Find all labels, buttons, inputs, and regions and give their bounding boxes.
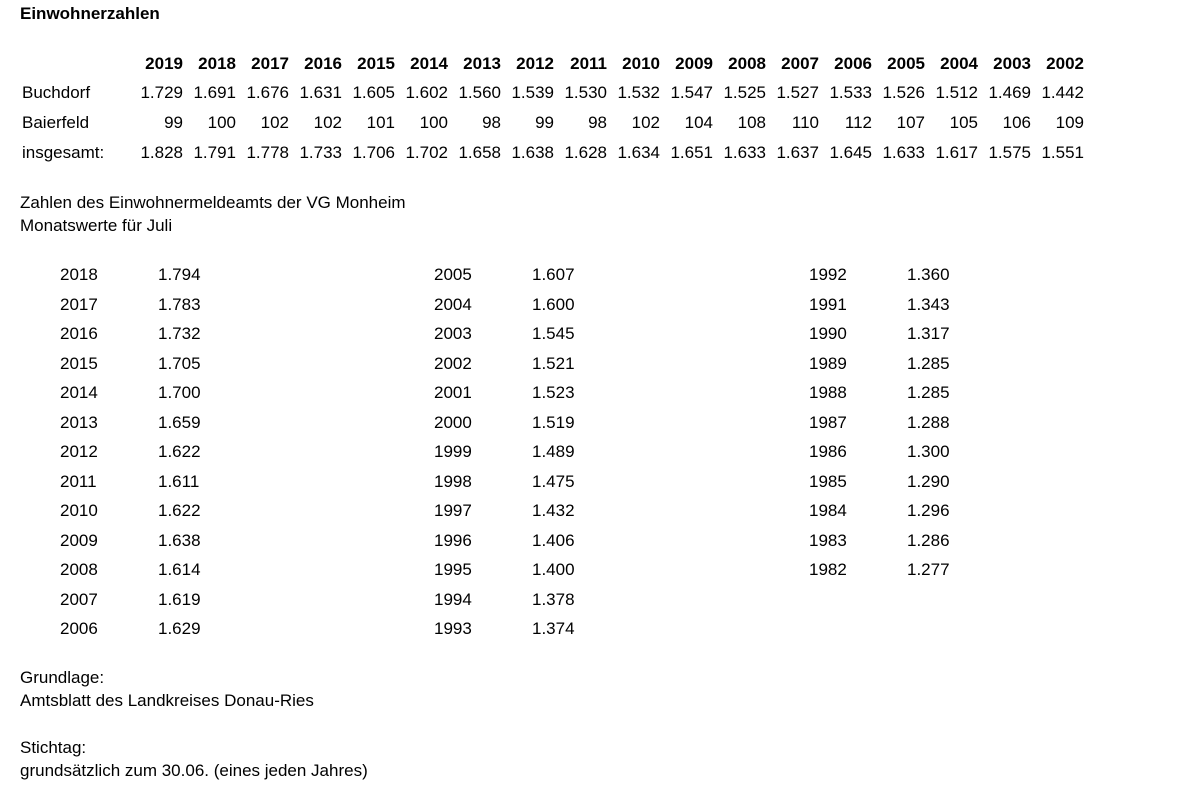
table-cell: 1.532 (617, 83, 660, 103)
table-cell: 1.560 (458, 83, 501, 103)
table-cell: 100 (419, 112, 448, 132)
table-cell: 1.633 (723, 142, 766, 162)
table-cell: 1.631 (299, 83, 342, 103)
monthly-year: 2004 (434, 294, 472, 314)
table-cell: 1.651 (670, 142, 713, 162)
monthly-year: 2015 (60, 353, 98, 373)
year-header: 2006 (834, 53, 872, 73)
year-header: 2014 (410, 53, 448, 73)
monthly-year: 2006 (60, 619, 98, 638)
monthly-value: 1.611 (158, 471, 200, 491)
monthly-year: 1993 (434, 619, 472, 638)
year-header: 2009 (675, 53, 713, 73)
monthly-value: 1.343 (907, 294, 950, 314)
table-row (18, 138, 1084, 168)
table-cell: 109 (1055, 112, 1084, 132)
year-header: 2005 (887, 53, 925, 73)
table-cell: 1.676 (246, 83, 289, 103)
monthly-year: 2011 (60, 471, 97, 491)
basis-note (20, 666, 314, 712)
table-cell: 98 (588, 112, 607, 132)
monthly-year: 1983 (809, 530, 847, 550)
year-header: 2007 (781, 53, 819, 73)
monthly-year: 1991 (809, 294, 847, 314)
monthly-year: 1984 (809, 501, 847, 520)
table-cell: 1.791 (193, 142, 236, 162)
year-header: 2012 (516, 53, 554, 73)
monthly-value: 1.794 (158, 265, 201, 284)
table-cell: 1.512 (935, 83, 978, 103)
monthly-year: 1998 (434, 471, 472, 491)
monthly-value: 1.288 (907, 412, 950, 432)
year-header: 2015 (357, 53, 395, 73)
monthly-year: 2014 (60, 383, 98, 402)
monthly-value: 1.629 (158, 619, 201, 638)
table-cell: 112 (844, 112, 872, 132)
table-cell: 1.533 (829, 83, 872, 103)
table-cell: 110 (791, 112, 819, 132)
monthly-value: 1.374 (532, 619, 575, 638)
monthly-year: 2001 (434, 383, 472, 402)
monthly-value: 1.296 (907, 501, 950, 520)
table-cell: 1.526 (882, 83, 925, 103)
table-cell: 1.527 (776, 83, 819, 103)
table-cell: 98 (482, 112, 501, 132)
monthly-year: 1985 (809, 471, 847, 491)
table-cell: 1.658 (458, 142, 501, 162)
monthly-year: 1994 (434, 589, 472, 609)
monthly-value: 1.783 (158, 294, 201, 314)
table-cell: 1.637 (776, 142, 819, 162)
monthly-value: 1.400 (532, 560, 575, 579)
table-cell: 1.778 (246, 142, 289, 162)
table-cell: 1.575 (988, 142, 1031, 162)
monthly-value: 1.521 (532, 353, 575, 373)
monthly-value: 1.300 (907, 442, 950, 461)
monthly-year: 2000 (434, 412, 472, 432)
table-cell: 1.539 (511, 83, 554, 103)
monthly-value: 1.600 (532, 294, 575, 314)
table-cell: 1.602 (405, 83, 448, 103)
monthly-value: 1.519 (532, 412, 575, 432)
reference-date-note (20, 736, 368, 782)
monthly-year: 2017 (60, 294, 98, 314)
year-header: 2017 (251, 53, 289, 73)
year-header: 2016 (304, 53, 342, 73)
monthly-value: 1.475 (532, 471, 575, 491)
monthly-year: 2010 (60, 501, 98, 520)
year-header: 2010 (622, 53, 660, 73)
monthly-year: 1987 (809, 412, 847, 432)
table-cell: 102 (260, 112, 289, 132)
monthly-year: 2007 (60, 589, 98, 609)
table-cell: 106 (1002, 112, 1031, 132)
monthly-value: 1.622 (158, 501, 201, 520)
table-cell: 1.469 (988, 83, 1031, 103)
monthly-value: 1.614 (158, 560, 201, 579)
monthly-value: 1.290 (907, 471, 950, 491)
table-cell: 100 (207, 112, 236, 132)
reference-date-heading: Stichtag: (20, 738, 87, 757)
monthly-year: 2012 (60, 442, 98, 461)
table-cell: 102 (313, 112, 342, 132)
table-cell: 99 (164, 112, 183, 132)
year-header: 2003 (993, 53, 1031, 73)
row-label: insgesamt: (22, 142, 105, 162)
monthly-year: 2013 (60, 412, 98, 432)
table-cell: 1.525 (723, 83, 766, 103)
table-cell: 1.551 (1041, 142, 1084, 162)
basis-text: Amtsblatt des Landkreises Donau-Ries (20, 691, 314, 710)
monthly-value: 1.523 (532, 383, 575, 402)
monthly-year: 2016 (60, 324, 98, 343)
reference-date-text: grundsätzlich zum 30.06. (eines jeden Jahres) (20, 761, 368, 780)
table-cell: 1.706 (352, 142, 395, 162)
year-header: 2002 (1046, 53, 1084, 73)
table-cell: 1.645 (829, 142, 872, 162)
monthly-value: 1.360 (907, 265, 950, 284)
monthly-value: 1.317 (907, 324, 950, 343)
table-cell: 104 (684, 112, 713, 132)
monthly-year: 1988 (809, 383, 847, 402)
monthly-year: 1982 (809, 560, 847, 579)
table-cell: 1.633 (882, 142, 925, 162)
page-title: Einwohnerzahlen (20, 4, 160, 23)
monthly-value: 1.285 (907, 353, 950, 373)
table-cell: 1.828 (140, 142, 183, 162)
monthly-value: 1.659 (158, 412, 201, 432)
monthly-value: 1.406 (532, 530, 575, 550)
table-cell: 1.547 (670, 83, 713, 103)
monthly-year: 1986 (809, 442, 847, 461)
table-cell: 1.617 (935, 142, 978, 162)
monthly-value: 1.277 (907, 560, 950, 579)
year-header: 2019 (145, 53, 183, 73)
monthly-value: 1.607 (532, 265, 575, 284)
monthly-value: 1.378 (532, 589, 575, 609)
monthly-value: 1.545 (532, 324, 575, 343)
table-cell: 1.530 (564, 83, 607, 103)
monthly-value: 1.622 (158, 442, 201, 461)
table-cell: 1.702 (405, 142, 448, 162)
table-row (18, 108, 1084, 138)
table-cell: 105 (949, 112, 978, 132)
year-header: 2008 (728, 53, 766, 73)
monthly-year: 1990 (809, 324, 847, 343)
year-header: 2011 (570, 53, 607, 73)
source-note (20, 191, 406, 237)
monthly-year: 1996 (434, 530, 472, 550)
monthly-value: 1.619 (158, 589, 201, 609)
year-header: 2004 (940, 53, 978, 73)
table-cell: 101 (366, 112, 395, 132)
year-header: 2013 (463, 53, 501, 73)
table-cell: 102 (631, 112, 660, 132)
table-cell: 99 (535, 112, 554, 132)
source-note-line: Monatswerte für Juli (20, 216, 173, 235)
monthly-year: 1989 (809, 353, 847, 373)
table-cell: 1.729 (140, 83, 183, 103)
monthly-year: 2008 (60, 560, 98, 579)
monthly-value: 1.285 (907, 383, 950, 402)
monthly-value: 1.638 (158, 530, 201, 550)
table-cell: 1.733 (299, 142, 342, 162)
monthly-value: 1.732 (158, 324, 201, 343)
monthly-value: 1.286 (907, 530, 950, 550)
monthly-year: 2018 (60, 265, 98, 284)
monthly-value: 1.705 (158, 353, 201, 373)
monthly-year: 1997 (434, 501, 472, 520)
monthly-year: 1995 (434, 560, 472, 579)
year-header: 2018 (198, 53, 236, 73)
population-table (18, 49, 1084, 167)
monthly-year: 2009 (60, 530, 98, 550)
monthly-value: 1.700 (158, 383, 201, 402)
monthly-value: 1.489 (532, 442, 575, 461)
table-cell: 1.442 (1041, 83, 1084, 103)
table-cell: 107 (896, 112, 925, 132)
population-table-header-row (18, 49, 1084, 79)
table-cell: 108 (737, 112, 766, 132)
table-cell: 1.691 (193, 83, 236, 103)
monthly-year: 1992 (809, 265, 847, 284)
table-cell: 1.634 (617, 142, 660, 162)
table-cell: 1.605 (352, 83, 395, 103)
monthly-value: 1.432 (532, 501, 575, 520)
monthly-year: 2002 (434, 353, 472, 373)
table-cell: 1.638 (511, 142, 554, 162)
row-label: Buchdorf (22, 83, 91, 103)
table-row (18, 79, 1084, 109)
monthly-year: 2005 (434, 265, 472, 284)
row-label: Baierfeld (22, 112, 90, 132)
basis-heading: Grundlage: (20, 668, 105, 687)
source-note-line: Zahlen des Einwohnermeldeamts der VG Monheim (20, 193, 406, 212)
monthly-year: 2003 (434, 324, 472, 343)
table-cell: 1.628 (564, 142, 607, 162)
population-table-corner (18, 49, 130, 79)
monthly-year: 1999 (434, 442, 472, 461)
